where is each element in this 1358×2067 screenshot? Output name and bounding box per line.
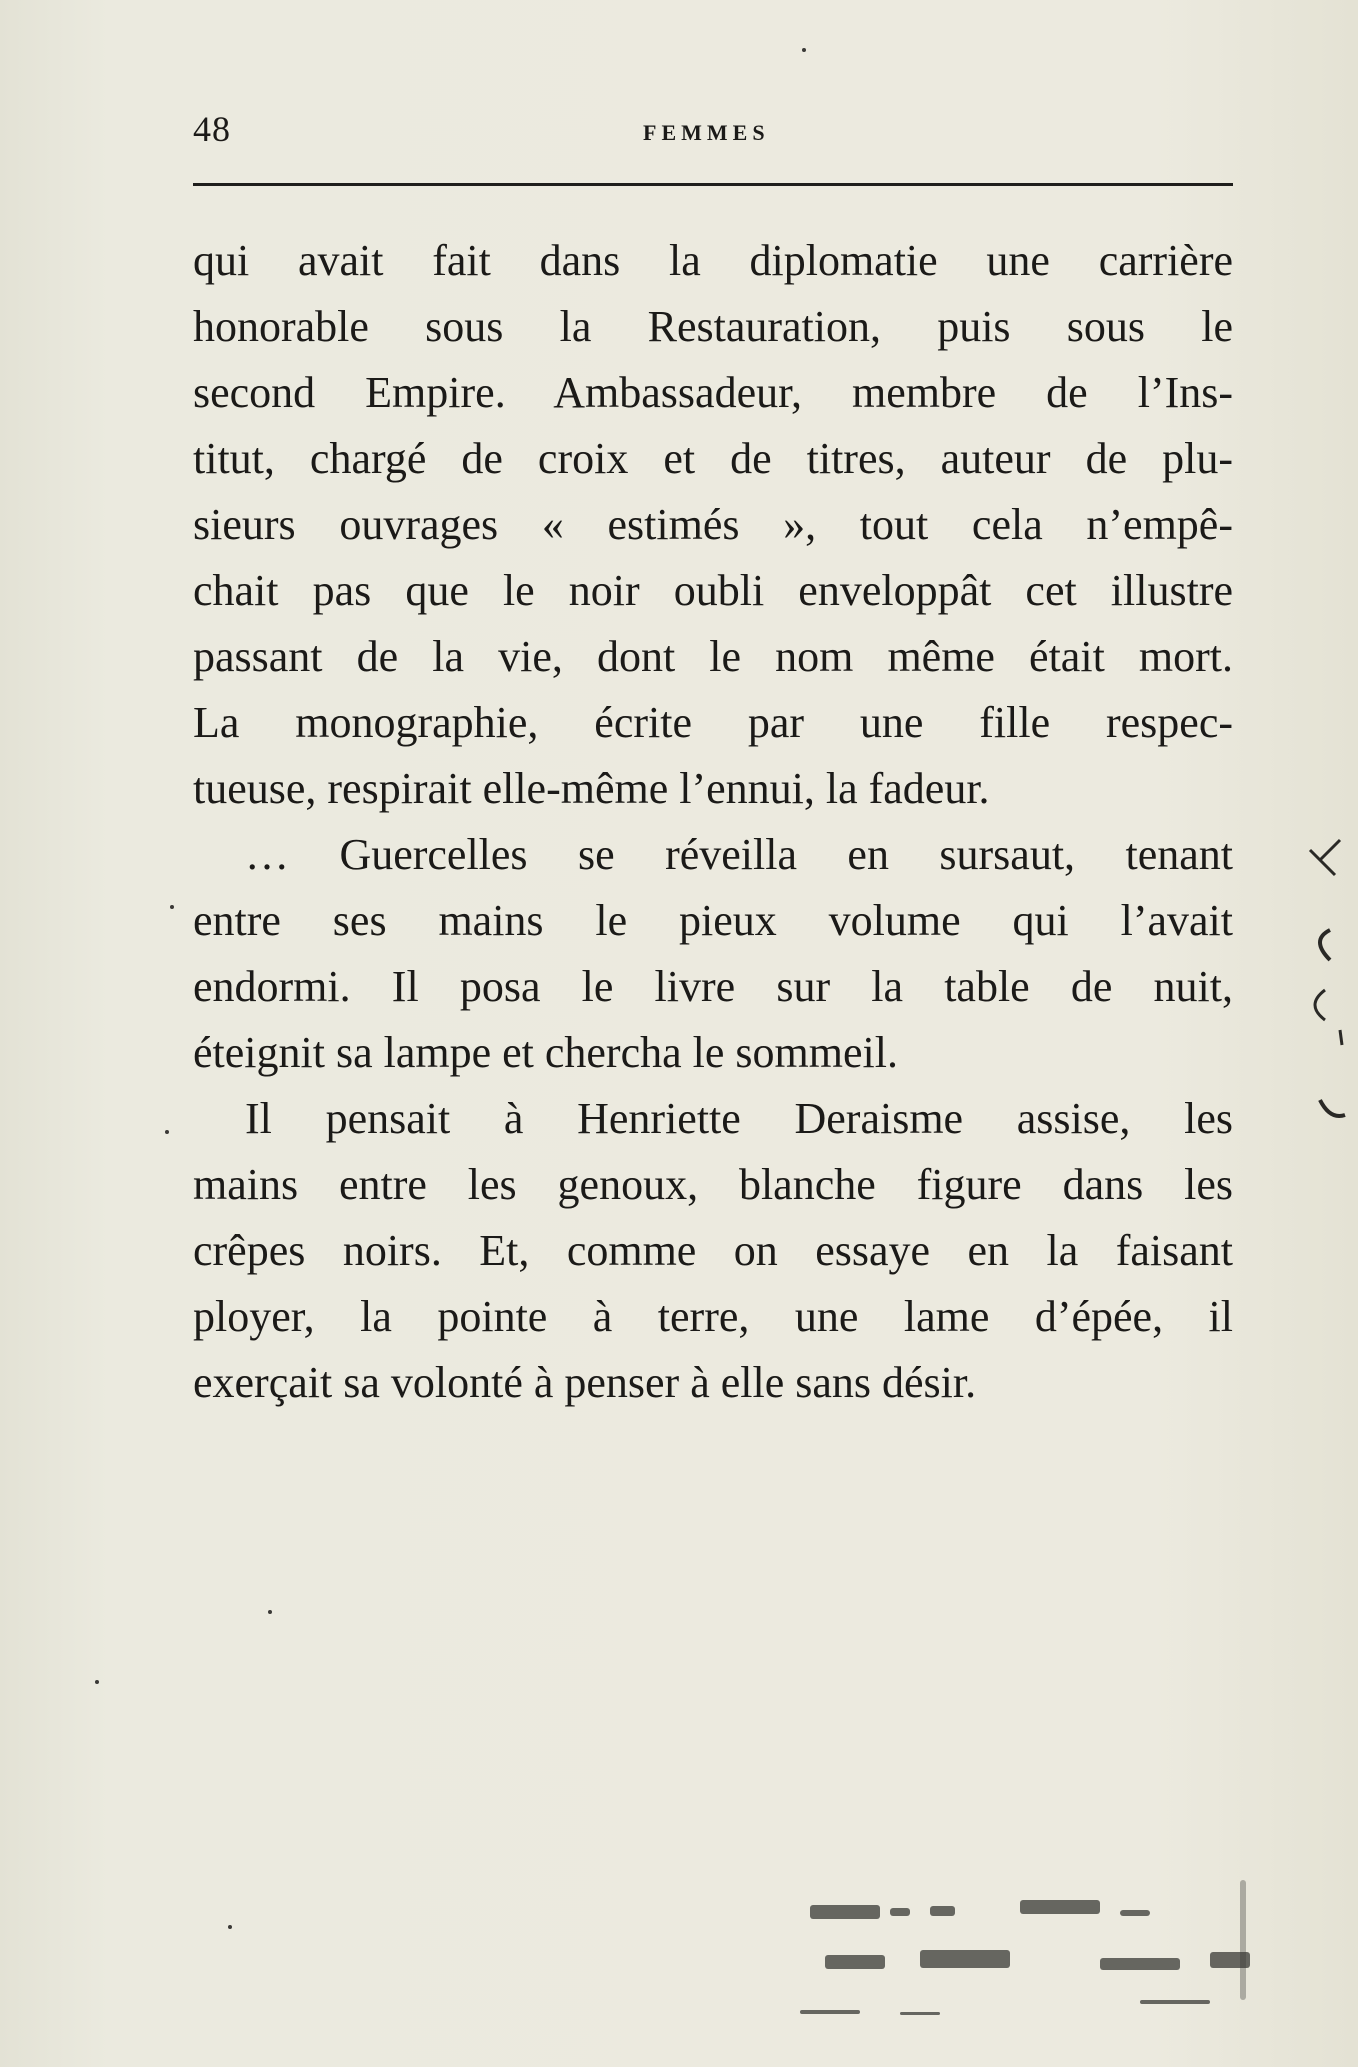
text-line: ployer, la pointe à terre, une lame d’épée, il: [193, 1292, 1233, 1341]
library-stamp: [780, 1860, 1300, 2040]
body-text: [193, 228, 1233, 1416]
paper-speck: [165, 1130, 169, 1134]
pencil-marks-graphic: [1300, 830, 1350, 1150]
running-title: FEMMES: [643, 120, 770, 145]
paper-speck: [228, 1925, 232, 1929]
header-rule: [193, 183, 1233, 186]
text-line: tueuse, respirait elle-même l’ennui, la fadeur.: [193, 764, 990, 813]
text-line: éteignit sa lampe et chercha le sommeil.: [193, 1028, 898, 1077]
text-line: exerçait sa volonté à penser à elle sans désir.: [193, 1358, 977, 1407]
paper-speck: [170, 905, 174, 909]
text-line: second Empire. Ambassadeur, membre de l’Ins-: [193, 368, 1233, 417]
text-line: qui avait fait dans la diplomatie une carrière: [193, 236, 1233, 285]
text-line: sieurs ouvrages « estimés », tout cela n’empê-: [193, 500, 1233, 549]
margin-pencil-marks: [1300, 830, 1350, 1150]
text-line: passant de la vie, dont le nom même était mort.: [193, 632, 1233, 681]
paper-speck: [95, 1680, 99, 1684]
text-line: titut, chargé de croix et de titres, auteur de plu-: [193, 434, 1233, 483]
text-line: crêpes noirs. Et, comme on essaye en la faisant: [193, 1226, 1233, 1275]
text-line: La monographie, écrite par une fille respec-: [193, 698, 1233, 747]
paper-speck: [268, 1610, 272, 1614]
text-line: mains entre les genoux, blanche figure dans les: [193, 1160, 1233, 1209]
page-number: 48: [193, 109, 231, 149]
text-line: honorable sous la Restauration, puis sous le: [193, 302, 1233, 351]
text-line: entre ses mains le pieux volume qui l’avait: [193, 896, 1233, 945]
text-line: Il pensait à Henriette Deraisme assise, les: [245, 1094, 1233, 1143]
paper-speck: [802, 48, 806, 52]
text-line: chait pas que le noir oubli enveloppât cet illustre: [193, 566, 1233, 615]
page-header: [193, 100, 1233, 160]
text-line: endormi. Il posa le livre sur la table de nuit,: [193, 962, 1233, 1011]
text-line: … Guercelles se réveilla en sursaut, tenant: [245, 830, 1233, 879]
